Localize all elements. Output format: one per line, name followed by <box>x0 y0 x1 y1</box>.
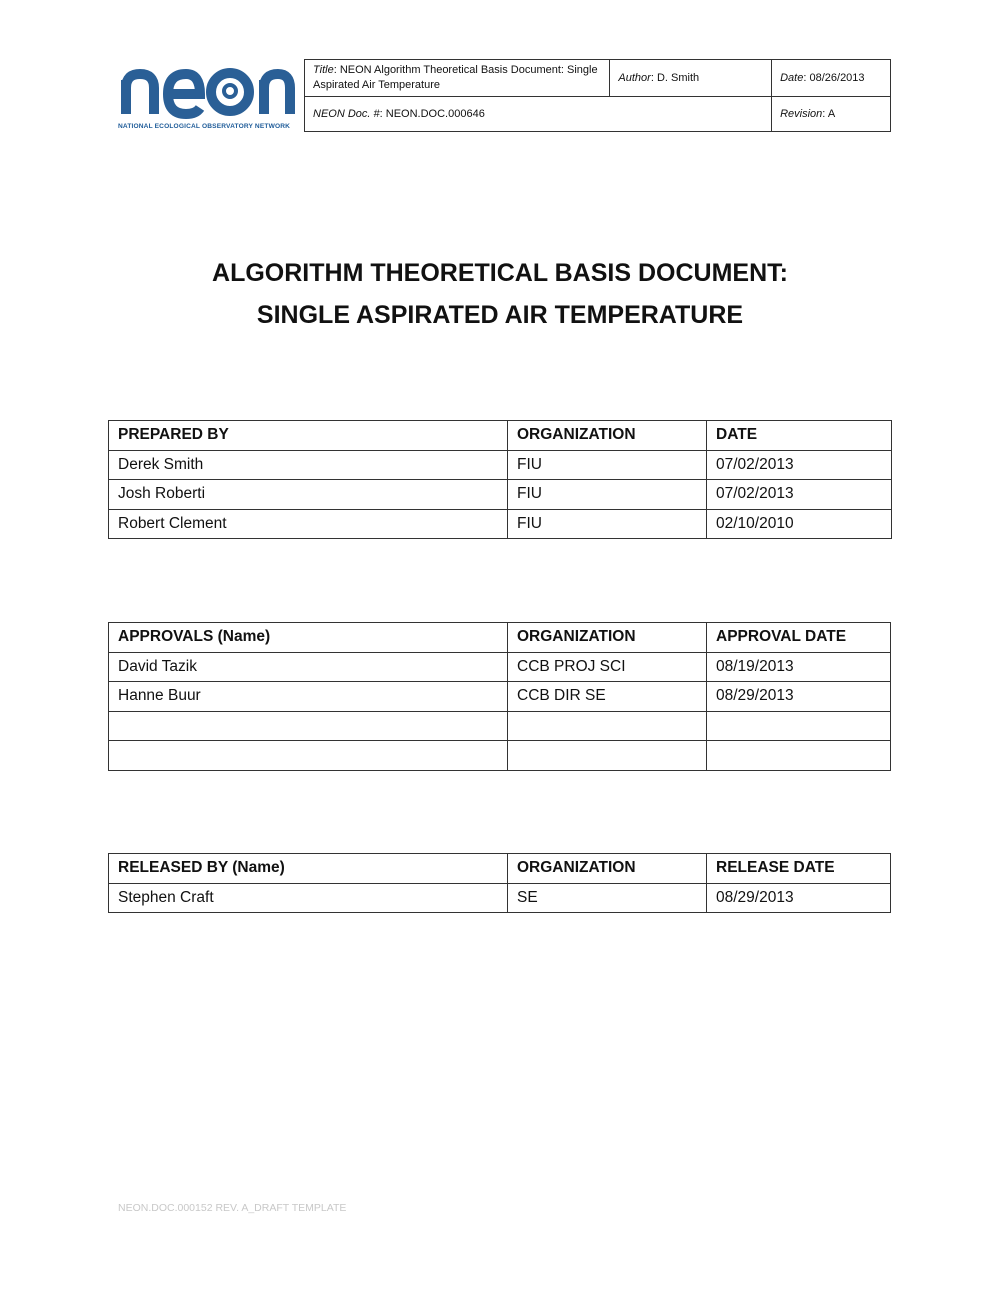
revision-value: A <box>827 107 836 120</box>
table-row <box>109 711 891 741</box>
table-cell: 08/29/2013 <box>707 682 891 712</box>
table-cell: Derek Smith <box>109 450 508 480</box>
table-cell <box>109 711 508 741</box>
column-header: ORGANIZATION <box>508 421 707 451</box>
page-footer: NEON.DOC.000152 REV. A_DRAFT TEMPLATE <box>118 1202 347 1214</box>
neon-logo <box>118 58 296 132</box>
column-header: ORGANIZATION <box>508 854 707 884</box>
revision-label: Revision <box>780 107 823 120</box>
table-row <box>109 652 891 682</box>
document-title <box>100 252 900 336</box>
column-header: ORGANIZATION <box>508 623 707 653</box>
table-cell: CCB PROJ SCI <box>508 652 707 682</box>
header-date-cell: Date: 08/26/2013 <box>772 60 891 97</box>
table-cell: David Tazik <box>109 652 508 682</box>
table-header-row <box>109 623 891 653</box>
doc-label: NEON Doc. # <box>313 107 380 120</box>
document-header-table <box>304 59 891 132</box>
table-row <box>109 682 891 712</box>
table-cell: Hanne Buur <box>109 682 508 712</box>
table-cell: 07/02/2013 <box>707 480 892 510</box>
table-cell: Robert Clement <box>109 509 508 539</box>
date-value: 08/26/2013 <box>809 71 865 84</box>
approvals-table <box>108 622 891 771</box>
logo-tagline: NATIONAL ECOLOGICAL OBSERVATORY NETWORK <box>118 123 291 130</box>
column-header: APPROVAL DATE <box>707 623 891 653</box>
table-cell <box>508 741 707 771</box>
table-row <box>109 480 892 510</box>
table-cell: Josh Roberti <box>109 480 508 510</box>
document-title-line2: SINGLE ASPIRATED AIR TEMPERATURE <box>256 301 744 329</box>
table-cell: 07/02/2013 <box>707 450 892 480</box>
table-cell: 08/19/2013 <box>707 652 891 682</box>
title-label: Title <box>313 64 334 76</box>
table-header-row <box>109 854 891 884</box>
table-row <box>109 741 891 771</box>
table-cell: CCB DIR SE <box>508 682 707 712</box>
author-label: Author <box>618 71 651 84</box>
neon-logo-icon <box>118 58 296 120</box>
prepared-by-table <box>108 420 892 539</box>
table-cell: FIU <box>508 480 707 510</box>
column-header: RELEASED BY (Name) <box>109 854 508 884</box>
table-cell: SE <box>508 883 707 913</box>
title-value: NEON Algorithm Theoretical Basis Document: Single Aspirated Air Temperature <box>313 64 598 91</box>
released-by-table <box>108 853 891 913</box>
header-revision-cell: Revision: A <box>772 97 891 132</box>
column-header: APPROVALS (Name) <box>109 623 508 653</box>
header-doc-cell: NEON Doc. #: NEON.DOC.000646 <box>305 97 772 132</box>
column-header: DATE <box>707 421 892 451</box>
table-cell: Stephen Craft <box>109 883 508 913</box>
table-header-row <box>109 421 892 451</box>
column-header: PREPARED BY <box>109 421 508 451</box>
table-row <box>109 509 892 539</box>
table-cell: 02/10/2010 <box>707 509 892 539</box>
table-cell: FIU <box>508 450 707 480</box>
table-cell <box>508 711 707 741</box>
table-cell <box>707 711 891 741</box>
column-header: RELEASE DATE <box>707 854 891 884</box>
table-cell: 08/29/2013 <box>707 883 891 913</box>
header-author-cell: Author: D. Smith <box>610 60 772 97</box>
author-value: D. Smith <box>656 71 700 84</box>
table-row <box>109 450 892 480</box>
document-title-line1: ALGORITHM THEORETICAL BASIS DOCUMENT: <box>212 259 788 287</box>
table-cell <box>707 741 891 771</box>
table-cell: FIU <box>508 509 707 539</box>
header-title-cell: Title: NEON Algorithm Theoretical Basis Document: Single Aspirated Air Temperature <box>305 60 610 97</box>
table-row <box>109 883 891 913</box>
table-cell <box>109 741 508 771</box>
date-label: Date <box>780 71 804 84</box>
doc-value: NEON.DOC.000646 <box>385 107 485 120</box>
